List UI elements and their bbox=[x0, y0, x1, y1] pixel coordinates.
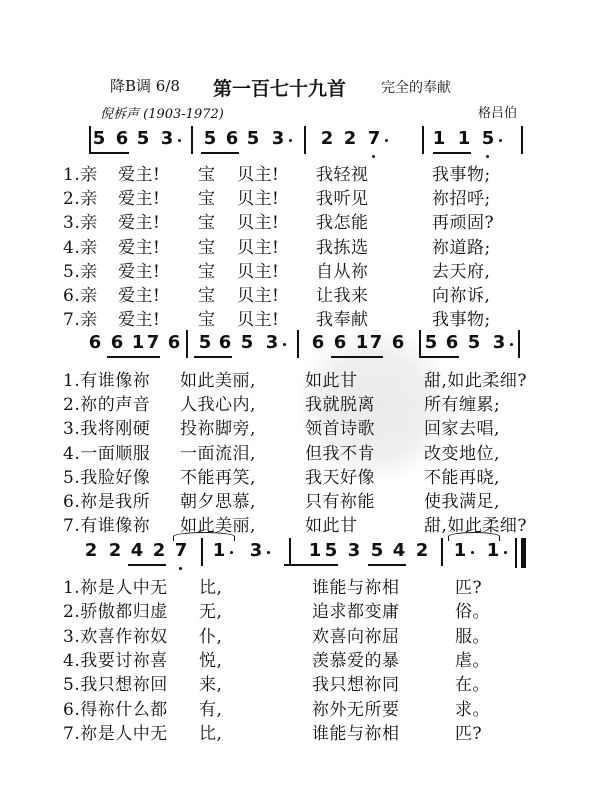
lyric-line-verse-1 bbox=[0, 573, 591, 597]
lyric-segment: 悦, bbox=[199, 650, 223, 671]
lyric-line-verse-2 bbox=[0, 184, 591, 208]
octave-dot bbox=[179, 567, 182, 570]
lyric-segment: 我轻视 bbox=[316, 165, 369, 185]
note: 4 bbox=[130, 540, 144, 561]
lyric-segment: 7.有谁像祢 bbox=[63, 516, 151, 537]
lyric-segment: 但我不肯 bbox=[305, 443, 375, 464]
lyric-segment: 自从祢 bbox=[316, 261, 369, 282]
lyric-line-verse-7 bbox=[0, 511, 591, 535]
lyric-segment: 朝夕思慕, bbox=[180, 492, 256, 512]
lyric-segment: 贝主! bbox=[237, 286, 280, 306]
lyric-segment: 贝主! bbox=[237, 165, 280, 185]
lyric-segment: 贝主! bbox=[237, 310, 280, 331]
lyric-segment: 我奉献 bbox=[316, 310, 369, 331]
lyric-segment: 7.亲 bbox=[63, 310, 98, 331]
note: 7 bbox=[369, 332, 383, 353]
duration-dot bbox=[267, 551, 270, 554]
lyric-segment: 匹? bbox=[455, 578, 483, 598]
lyricist-credit: 倪柝声 (1903-1972) bbox=[100, 107, 224, 122]
note: 5 bbox=[198, 332, 212, 353]
eighth-underline bbox=[201, 152, 239, 154]
lyric-segment: 1.祢是人中无 bbox=[63, 578, 168, 598]
note: 1 bbox=[486, 540, 500, 561]
lyric-segment: 仆, bbox=[199, 626, 223, 647]
lyric-line-verse-4 bbox=[0, 646, 591, 670]
bar-line bbox=[521, 538, 526, 568]
lyric-segment: 甜,如此柔细? bbox=[424, 516, 528, 537]
lyric-segment: 匹? bbox=[455, 723, 483, 744]
note: 1 bbox=[453, 540, 467, 561]
note: 1 bbox=[355, 332, 369, 353]
octave-dot bbox=[486, 155, 489, 158]
lyric-segment: 贝主! bbox=[237, 213, 280, 234]
note: 3 bbox=[249, 540, 263, 561]
lyric-segment: 贝主! bbox=[237, 189, 280, 210]
bar-line bbox=[191, 126, 193, 154]
lyric-segment: 所有缠累; bbox=[424, 395, 501, 416]
lyric-segment: 如此美丽, bbox=[180, 516, 256, 537]
lyric-segment: 求。 bbox=[455, 699, 490, 720]
bar-line bbox=[419, 330, 421, 358]
note: 6 bbox=[333, 332, 347, 353]
lyric-line-verse-2 bbox=[0, 390, 591, 414]
tie-arc bbox=[448, 532, 500, 541]
lyric-segment: 祢招呼; bbox=[432, 189, 491, 210]
lyric-segment: 5.我脸好像 bbox=[63, 467, 151, 488]
lyric-segment: 比, bbox=[199, 578, 223, 598]
lyric-line-verse-1 bbox=[0, 160, 591, 184]
lyric-segment: 我事物; bbox=[432, 310, 491, 331]
lyric-segment: 宝 bbox=[198, 310, 216, 331]
lyric-segment: 再顽固? bbox=[432, 213, 495, 234]
lyric-line-verse-7 bbox=[0, 305, 591, 329]
lyric-segment: 2.骄傲都归虚 bbox=[63, 602, 168, 623]
lyric-segment: 我怎能 bbox=[316, 213, 369, 234]
lyric-line-verse-6 bbox=[0, 695, 591, 719]
lyric-segment: 如此美丽, bbox=[180, 371, 256, 391]
lyric-segment: 如此甘 bbox=[305, 371, 358, 391]
lyric-segment: 让我来 bbox=[316, 286, 369, 306]
hymn-subtitle: 完全的奉献 bbox=[381, 80, 451, 96]
lyric-segment: 使我满足, bbox=[424, 492, 500, 512]
note: 6 bbox=[167, 332, 181, 353]
lyric-line-verse-6 bbox=[0, 487, 591, 511]
lyric-segment: 我天好像 bbox=[305, 467, 375, 488]
lyric-segment: 6.亲 bbox=[63, 286, 98, 306]
note: 6 bbox=[225, 128, 239, 149]
notation-row bbox=[0, 540, 591, 566]
lyric-segment: 宝 bbox=[198, 213, 216, 234]
note: 1 bbox=[131, 332, 145, 353]
eighth-underline bbox=[300, 564, 338, 566]
bar-line bbox=[304, 126, 306, 154]
lyric-segment: 宝 bbox=[198, 165, 216, 185]
note: 2 bbox=[415, 540, 429, 561]
note: 2 bbox=[84, 540, 98, 561]
lyric-line-verse-4 bbox=[0, 233, 591, 257]
note: 6 bbox=[88, 332, 102, 353]
lyric-line-verse-6 bbox=[0, 281, 591, 305]
note: 3 bbox=[160, 128, 174, 149]
eighth-underline bbox=[421, 356, 459, 358]
tie-arc bbox=[173, 532, 235, 541]
lyric-segment: 改变地位, bbox=[424, 443, 500, 464]
lyric-segment: 我事物; bbox=[432, 165, 491, 185]
lyric-segment: 1.有谁像祢 bbox=[63, 371, 151, 391]
lyric-segment: 虐。 bbox=[455, 650, 490, 671]
bar-line bbox=[297, 330, 299, 358]
lyric-segment: 比, bbox=[199, 723, 223, 744]
duration-dot bbox=[283, 343, 286, 346]
bar-line bbox=[441, 538, 443, 566]
lyric-segment: 追求都变庸 bbox=[312, 602, 400, 623]
lyric-segment: 4.亲 bbox=[63, 237, 98, 258]
lyric-line-verse-5 bbox=[0, 463, 591, 487]
lyric-segment: 来, bbox=[199, 675, 223, 696]
note: 1 bbox=[308, 540, 322, 561]
note: 1 bbox=[212, 540, 226, 561]
duration-dot bbox=[230, 551, 233, 554]
note: 2 bbox=[320, 128, 334, 149]
lyric-segment: 祢外无所要 bbox=[312, 699, 400, 720]
lyric-segment: 2.亲 bbox=[63, 189, 98, 210]
note: 5 bbox=[324, 540, 338, 561]
lyric-segment: 谁能与祢相 bbox=[312, 723, 400, 744]
note: 5 bbox=[370, 540, 384, 561]
note: 5 bbox=[467, 332, 481, 353]
note: 6 bbox=[110, 332, 124, 353]
eighth-underline bbox=[345, 356, 383, 358]
lyric-segment: 回家去唱, bbox=[424, 419, 500, 440]
lyric-segment: 5.我只想祢回 bbox=[63, 675, 168, 696]
bar-line bbox=[422, 126, 424, 154]
lyric-segment: 有, bbox=[199, 699, 223, 720]
lyric-segment: 人我心内, bbox=[180, 395, 256, 416]
lyric-segment: 俗。 bbox=[455, 602, 490, 623]
lyric-segment: 宝 bbox=[198, 189, 216, 210]
octave-dot bbox=[372, 155, 375, 158]
note: 6 bbox=[311, 332, 325, 353]
note: 7 bbox=[367, 128, 381, 149]
bar-line bbox=[518, 330, 520, 358]
lyric-segment: 我只想祢同 bbox=[312, 675, 400, 696]
lyric-segment: 宝 bbox=[198, 237, 216, 258]
note: 6 bbox=[445, 332, 459, 353]
lyric-segment: 贝主! bbox=[237, 237, 280, 258]
lyric-segment: 贝主! bbox=[237, 261, 280, 282]
lyric-segment: 宝 bbox=[198, 286, 216, 306]
bar-line bbox=[521, 126, 523, 154]
lyric-segment: 爱主! bbox=[118, 189, 161, 210]
note: 2 bbox=[343, 128, 357, 149]
duration-dot bbox=[504, 551, 507, 554]
lyric-segment: 一面流泪, bbox=[180, 443, 256, 464]
note: 3 bbox=[271, 128, 285, 149]
lyric-segment: 1.亲 bbox=[63, 165, 98, 185]
lyric-segment: 4.我要讨祢喜 bbox=[63, 650, 168, 671]
note: 6 bbox=[115, 128, 129, 149]
note: 6 bbox=[218, 332, 232, 353]
lyric-segment: 不能再笑, bbox=[180, 467, 256, 488]
key-signature: 降B调 6/8 bbox=[110, 77, 180, 95]
lyric-segment: 4.一面顺服 bbox=[63, 443, 151, 464]
note: 5 bbox=[246, 128, 260, 149]
note: 3 bbox=[265, 332, 279, 353]
note: 5 bbox=[424, 332, 438, 353]
hymn-number-title: 第一百七十九首 bbox=[213, 78, 347, 100]
note: 3 bbox=[347, 540, 361, 561]
lyric-segment: 2.祢的声音 bbox=[63, 395, 151, 416]
lyric-segment: 爱主! bbox=[118, 213, 161, 234]
eighth-underline bbox=[194, 356, 232, 358]
lyric-line-verse-3 bbox=[0, 414, 591, 438]
lyric-segment: 在。 bbox=[455, 675, 490, 696]
lyric-segment: 投祢脚旁, bbox=[180, 419, 256, 440]
lyric-segment: 祢道路; bbox=[432, 237, 491, 258]
eighth-underline bbox=[122, 356, 160, 358]
lyric-segment: 3.我将刚硬 bbox=[63, 419, 151, 440]
note: 7 bbox=[174, 540, 188, 561]
bar-line bbox=[201, 538, 203, 566]
bar-line bbox=[515, 538, 517, 568]
note: 2 bbox=[108, 540, 122, 561]
bar-line bbox=[186, 330, 188, 358]
lyric-line-verse-1 bbox=[0, 366, 591, 390]
eighth-underline bbox=[368, 564, 406, 566]
lyric-segment: 向祢诉, bbox=[432, 286, 491, 306]
lyric-segment: 无, bbox=[199, 602, 223, 623]
note: 1 bbox=[432, 128, 446, 149]
note: 5 bbox=[136, 128, 150, 149]
eighth-underline bbox=[433, 152, 471, 154]
lyric-segment: 爱主! bbox=[118, 237, 161, 258]
lyric-line-verse-4 bbox=[0, 439, 591, 463]
lyric-segment: 去天府, bbox=[432, 261, 491, 282]
lyric-segment: 3.亲 bbox=[63, 213, 98, 234]
duration-dot bbox=[178, 139, 181, 142]
notation-row bbox=[0, 128, 591, 154]
lyric-line-verse-3 bbox=[0, 208, 591, 232]
lyric-segment: 我听见 bbox=[316, 189, 369, 210]
lyric-segment: 只有祢能 bbox=[305, 492, 375, 512]
lyric-segment: 爱主! bbox=[118, 286, 161, 306]
lyric-line-verse-5 bbox=[0, 257, 591, 281]
duration-dot bbox=[471, 551, 474, 554]
lyric-line-verse-5 bbox=[0, 670, 591, 694]
eighth-underline bbox=[128, 564, 166, 566]
note: 2 bbox=[152, 540, 166, 561]
note: 5 bbox=[203, 128, 217, 149]
duration-dot bbox=[385, 139, 388, 142]
lyric-segment: 爱主! bbox=[118, 310, 161, 331]
lyric-segment: 领首诗歌 bbox=[305, 419, 375, 440]
lyric-segment: 6.得祢什么都 bbox=[63, 699, 168, 720]
lyric-segment: 羡慕爱的暴 bbox=[312, 650, 400, 671]
bar-line bbox=[289, 538, 291, 566]
duration-dot bbox=[510, 343, 513, 346]
duration-dot bbox=[289, 139, 292, 142]
note: 1 bbox=[457, 128, 471, 149]
note: 4 bbox=[392, 540, 406, 561]
lyric-segment: 7.祢是人中无 bbox=[63, 723, 168, 744]
lyric-segment: 3.欢喜作祢奴 bbox=[63, 626, 168, 647]
lyric-segment: 我就脱离 bbox=[305, 395, 375, 416]
lyric-segment: 5.亲 bbox=[63, 261, 98, 282]
lyric-segment: 爱主! bbox=[118, 261, 161, 282]
note: 5 bbox=[240, 332, 254, 353]
note: 3 bbox=[492, 332, 506, 353]
lyric-segment: 爱主! bbox=[118, 165, 161, 185]
bar-line bbox=[89, 126, 91, 154]
lyric-line-verse-7 bbox=[0, 719, 591, 743]
lyric-segment: 宝 bbox=[198, 261, 216, 282]
lyric-line-verse-2 bbox=[0, 597, 591, 621]
notation-row bbox=[0, 332, 591, 358]
lyric-segment: 不能再晓, bbox=[424, 467, 500, 488]
eighth-underline bbox=[91, 152, 129, 154]
lyric-segment: 如此甘 bbox=[305, 516, 358, 537]
lyric-segment: 甜,如此柔细? bbox=[424, 371, 528, 391]
lyric-line-verse-3 bbox=[0, 622, 591, 646]
lyric-segment: 6.祢是我所 bbox=[63, 492, 151, 512]
note: 7 bbox=[146, 332, 160, 353]
lyric-segment: 我拣选 bbox=[316, 237, 369, 258]
lyric-segment: 谁能与祢相 bbox=[312, 578, 400, 598]
note: 5 bbox=[481, 128, 495, 149]
note: 5 bbox=[92, 128, 106, 149]
lyric-segment: 服。 bbox=[455, 626, 490, 647]
duration-dot bbox=[499, 139, 502, 142]
note: 6 bbox=[391, 332, 405, 353]
composer-credit: 格吕伯 bbox=[478, 106, 518, 121]
lyric-segment: 欢喜向祢屈 bbox=[312, 626, 400, 647]
